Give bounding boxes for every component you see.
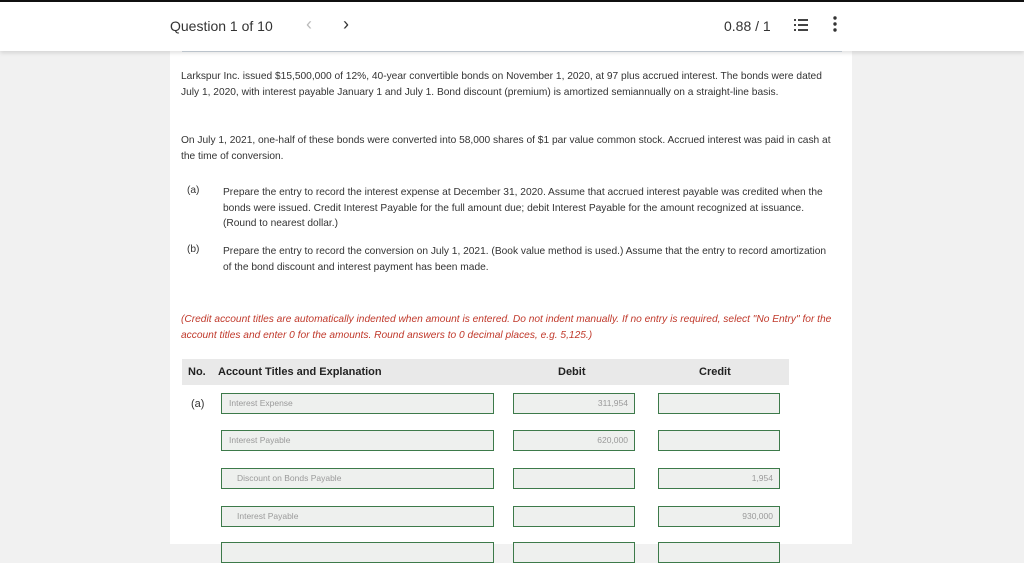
problem-paragraph-1: Larkspur Inc. issued $15,500,000 of 12%, 40-year convertible bonds on November 1, 2020, at 97 plus accrued interest. The bonds were dated July 1, 2020, with interest payable January 1 and July 1. Bond discount (premium) is amortized semiannually on a straight-line basis. xyxy=(181,71,822,98)
question-header xyxy=(0,2,1024,51)
account-field[interactable] xyxy=(221,542,494,563)
question-list-icon[interactable] xyxy=(794,18,808,36)
divider xyxy=(182,51,842,52)
next-question-button[interactable]: › xyxy=(343,14,349,34)
problem-paragraph-2: On July 1, 2021, one-half of these bonds were converted into 58,000 shares of $1 par value common stock. Accrued interest was paid in cash at the time of conversion. xyxy=(181,135,831,162)
account-field[interactable]: Interest Expense xyxy=(221,393,494,414)
score-display: 0.88 / 1 xyxy=(724,18,771,34)
header-debit: Debit xyxy=(558,366,586,378)
journal-table-header xyxy=(182,359,789,385)
more-options-icon[interactable] xyxy=(832,16,838,37)
debit-field[interactable]: 311,954 xyxy=(513,393,635,414)
question-counter: Question 1 of 10 xyxy=(170,18,273,34)
debit-field[interactable] xyxy=(513,542,635,563)
credit-field[interactable]: 930,000 xyxy=(658,506,780,527)
part-b-label: (b) xyxy=(187,244,200,255)
debit-field[interactable] xyxy=(513,468,635,489)
debit-field[interactable] xyxy=(513,506,635,527)
previous-question-button[interactable]: ‹ xyxy=(306,14,312,34)
debit-field[interactable]: 620,000 xyxy=(513,430,635,451)
instructions-text: (Credit account titles are automatically indented when amount is entered. Do not indent manually. If no entry is required, select "No Entry" for the account titles and enter 0 for the amounts. Round answers to 0 decimal places, e.g. 5,125.) xyxy=(181,314,832,341)
credit-field[interactable] xyxy=(658,542,780,563)
entry-label-a: (a) xyxy=(191,398,205,410)
header-no: No. xyxy=(188,366,206,378)
credit-field[interactable]: 1,954 xyxy=(658,468,780,489)
credit-field[interactable] xyxy=(658,430,780,451)
header-credit: Credit xyxy=(699,366,731,378)
credit-field[interactable] xyxy=(658,393,780,414)
account-field[interactable]: Discount on Bonds Payable xyxy=(221,468,494,489)
part-a-label: (a) xyxy=(187,185,200,196)
account-field[interactable]: Interest Payable xyxy=(221,430,494,451)
part-b-text: Prepare the entry to record the conversion on July 1, 2021. (Book value method is used.) Assume that the entry to record amortization of the bond discount and interest payment has been made. xyxy=(223,246,827,273)
part-a-text: Prepare the entry to record the interest expense at December 31, 2020. Assume that accrued interest payable was credited when the bonds were issued. Credit Interest Payable for the full amount due; debit Interest Payable for the amount recognized at issuance. (Round to nearest dollar.) xyxy=(223,187,823,229)
header-account: Account Titles and Explanation xyxy=(218,366,382,378)
question-content xyxy=(170,51,852,544)
account-field[interactable]: Interest Payable xyxy=(221,506,494,527)
